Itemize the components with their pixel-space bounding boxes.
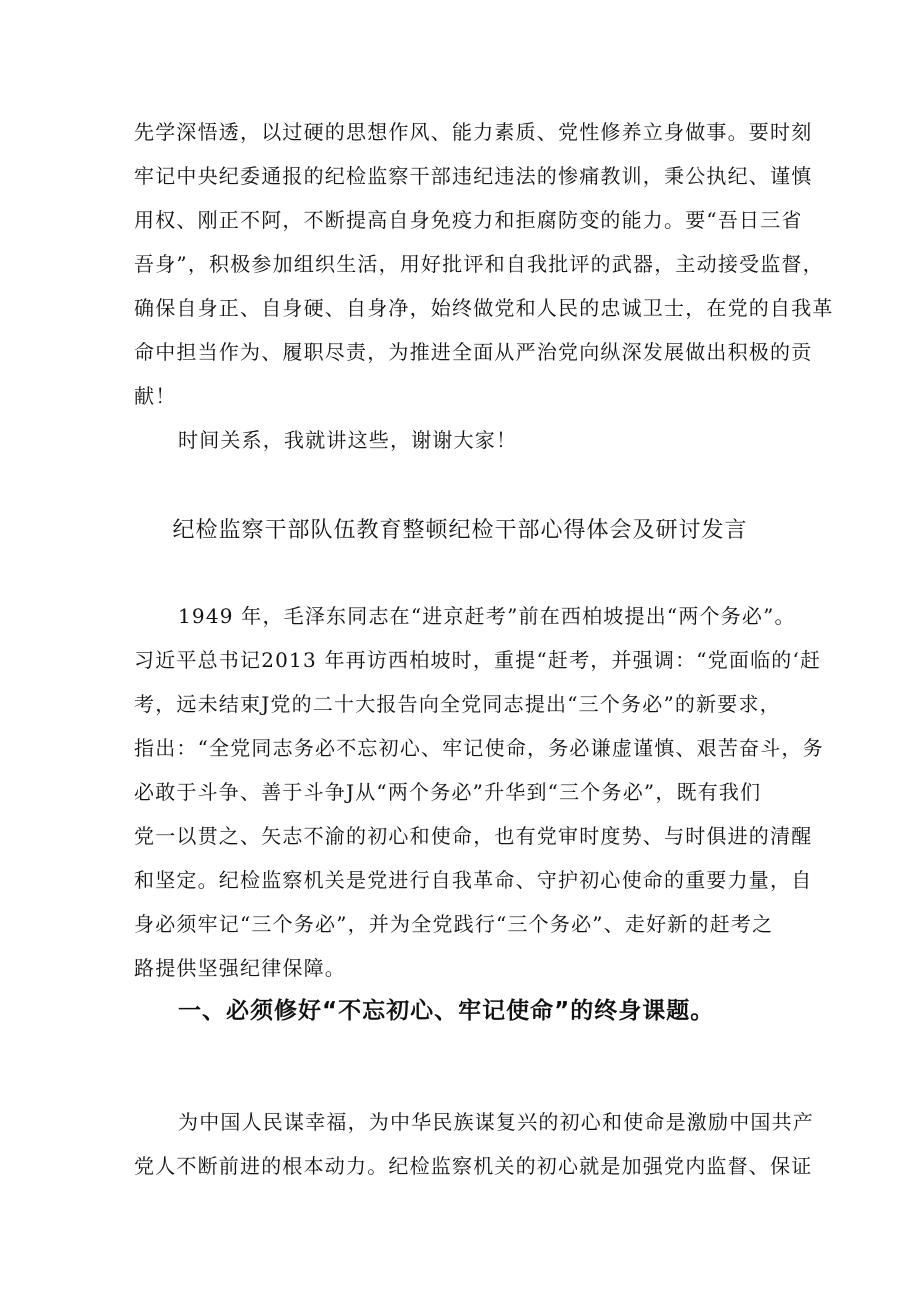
article-title: 纪检监察干部队伍教育整顿纪检干部心得体会及研讨发言	[172, 518, 748, 543]
paragraph-line: 牢记中央纪委通报的纪检监察干部违纪违法的惨痛教训，秉公执纪、谨慎	[134, 164, 813, 188]
paragraph-line: 先学深悟透，以过硬的思想作风、能力素质、党性修养立身做事。要时刻	[134, 120, 813, 144]
paragraph-line: 献！	[134, 384, 177, 408]
paragraph-line: 1949 年，毛泽东同志在“进京赶考”前在西柏坡提出“两个务必”。	[178, 604, 796, 628]
paragraph-line: 路提供坚强纪律保障。	[134, 956, 346, 980]
paragraph-line: 确保自身正、自身硬、自身净，始终做党和人民的忠诚卫士，在党的自我革	[134, 296, 834, 320]
paragraph-line: 用权、刚正不阿，不断提高自身免疫力和拒腐防变的能力。要“吾日三省	[134, 208, 803, 232]
paragraph-line: 为中国人民谋幸福，为中华民族谋复兴的初心和使命是激励中国共产	[178, 1110, 814, 1134]
paragraph-line: 必敢于斗争、善于斗争J从“两个务必”升华到“三个务必”，既有我们	[134, 780, 762, 804]
section-heading: 一、必须修好“不忘初心、牢记使命”的终身课题。	[178, 998, 715, 1024]
closing-remark: 时间关系，我就讲这些，谢谢大家！	[178, 428, 518, 452]
paragraph-line: 习近平总书记2013 年再访西柏坡时，重提“赶考，并强调：“党面临的‘赶	[134, 648, 822, 672]
paragraph-line: 指出：“全党同志务必不忘初心、牢记使命，务必谦虚谨慎、艰苦奋斗，务	[134, 736, 824, 760]
paragraph-line: 和坚定。纪检监察机关是党进行自我革命、守护初心使命的重要力量，自	[134, 868, 813, 892]
paragraph-line: 党人不断前进的根本动力。纪检监察机关的初心就是加强党内监督、保证	[134, 1154, 813, 1178]
paragraph-line: 党一以贯之、矢志不渝的初心和使命，也有党审时度势、与时俱进的清醒	[134, 824, 813, 848]
paragraph-line: 命中担当作为、履职尽责，为推进全面从严治党向纵深发展做出积极的贡	[134, 340, 813, 364]
paragraph-line: 吾身”，积极参加组织生活，用好批评和自我批评的武器，主动接受监督，	[134, 252, 824, 276]
paragraph-line: 身必须牢记“三个务必”，并为全党践行“三个务必”、走好新的赶考之	[134, 912, 774, 936]
paragraph-line: 考，远未结束J党的二十大报告向全党同志提出“三个务必”的新要求，	[134, 692, 781, 716]
